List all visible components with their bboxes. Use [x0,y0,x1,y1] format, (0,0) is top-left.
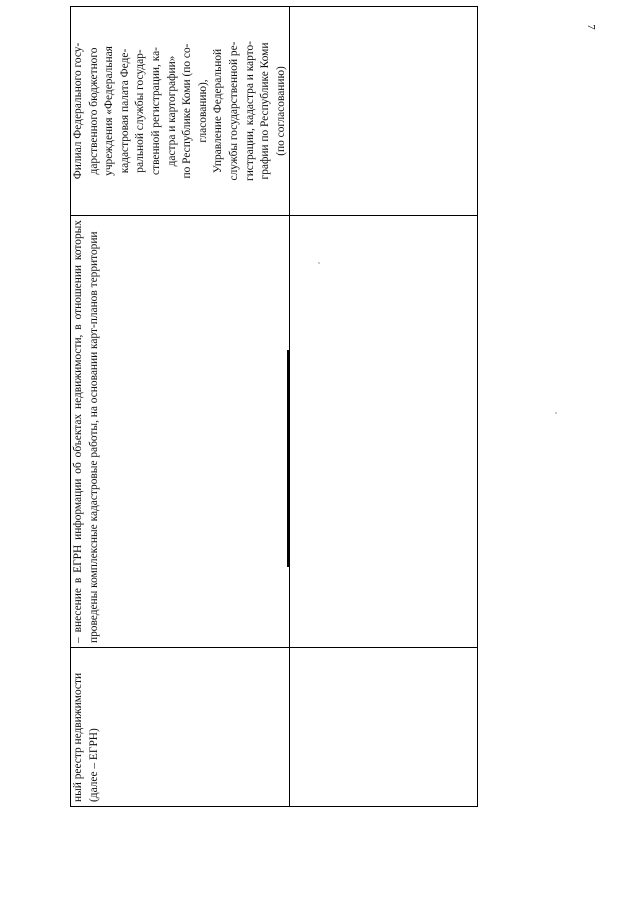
table-row-empty [290,7,478,807]
executor-line: дастра и картографии» [165,55,178,167]
executor-line: (по согласованию) [274,66,287,156]
document-table [70,6,478,807]
scan-speck [318,262,320,264]
table-cell-stage: ный реестр недвижимости (далее – ЕГРН) [71,648,290,807]
table-cell-empty [290,216,478,648]
table-row [71,7,290,807]
table-cell-empty [290,648,478,807]
executor-line: учреждения «Федеральная [103,46,116,176]
executor-line: кадастровая палата Феде- [118,48,131,174]
page-number: 7 [585,24,597,30]
scan-speck [555,412,557,414]
executor-line: гласованию), [196,79,209,143]
end-of-document-line [287,350,289,567]
table-inner [70,32,287,807]
executor-line: дарственного бюджетного [87,47,100,175]
table-cell-empty [290,7,478,216]
executor-line: Управление Федеральной [212,48,225,174]
executor-line: Филиал Федерального госу- [72,42,84,180]
executor-line: гистрации, кадастра и карто- [243,41,256,181]
rotated-table-container [70,32,287,807]
table-cell-executors [71,7,290,216]
executor-line: графии по Республике Коми [259,42,272,180]
executor-line: службы государственной ре- [227,41,240,181]
executor-line: по Республике Коми (по со- [181,43,194,179]
executor-line: ственной регистрации, ка- [149,47,162,175]
executor-line: ральной службы государ- [134,49,147,173]
table-cell-description: – внесение в ЕГРН информации об объектах недвижимости, в отношении которых проведены комплексные кадастровые работы, на основании карт-планов территории [71,216,290,648]
